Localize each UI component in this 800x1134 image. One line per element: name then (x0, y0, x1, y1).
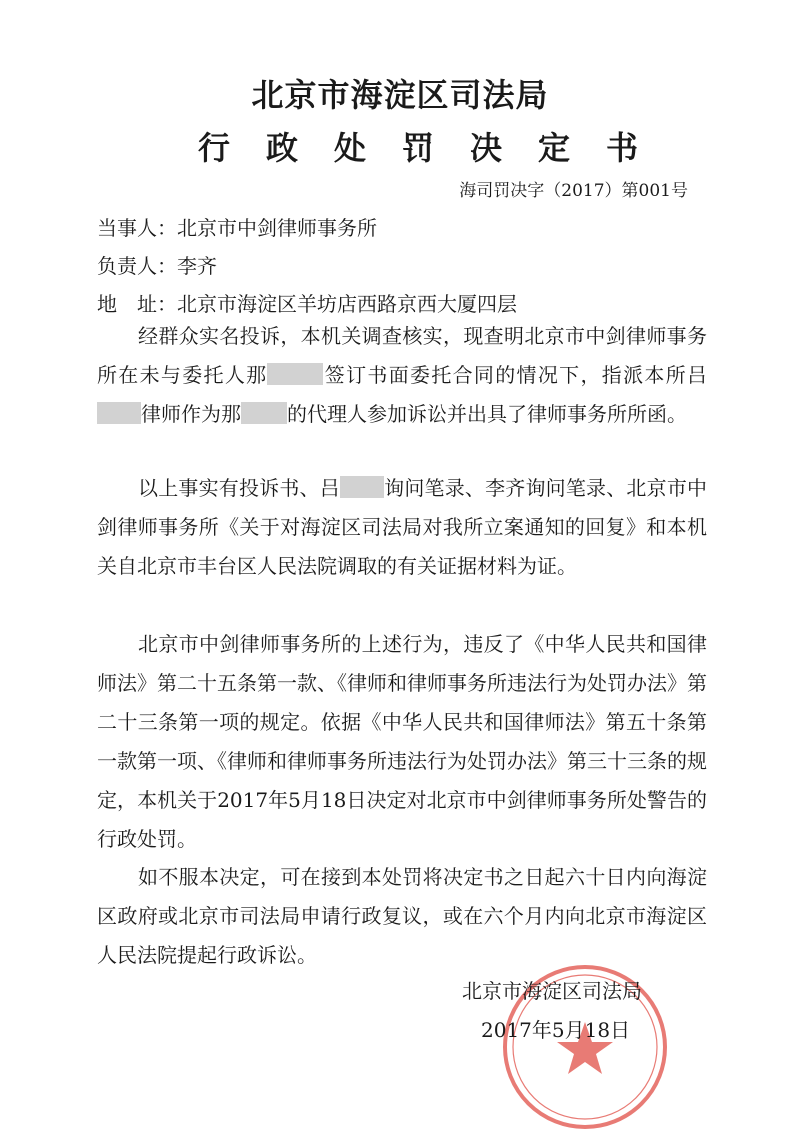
findings-text-2: 签订书面委托合同的情况下，指派本所吕 (323, 363, 708, 387)
paragraph-violation: 北京市中剑律师事务所的上述行为，违反了《中华人民共和国律师法》第二十五条第一款、《律师和律师事务所违法行为处罚办法》第二十三条第一项的规定。依据《中华人民共和国律师法》第五十条第一款第一项、《律师和律师事务所违法行为处罚办法》第三十三条的规定，本机关于2017年5月18日决定对北京市中剑律师事务所处警告的行政处罚。 (97, 632, 707, 851)
signing-date: 2017年5月18日 (481, 1018, 631, 1042)
address-line: 地 址：北京市海淀区羊坊店西路京西大厦四层 (97, 292, 517, 316)
findings-text-1: 经群众实名投诉，本机关调查核实，现查明北京市中剑律师事务所在未与委托人那 (97, 324, 707, 387)
evidence-text-1: 以上事实有投诉书、吕 (138, 476, 340, 500)
redaction-block (97, 402, 141, 424)
paragraph-appeal: 如不服本决定，可在接到本处罚将决定书之日起六十日内向海淀区政府或北京市司法局申请行政复议，或在六个月内向北京市海淀区人民法院提起行政诉讼。 (97, 865, 707, 967)
evidence-text-2: 询问笔录、李齐询问笔录、北京市中剑律师事务所《关于对海淀区司法局对我所立案通知的回复》和本机关自北京市丰台区人民法院调取的有关证据材料为证。 (97, 476, 708, 578)
person-in-charge-line: 负责人：李齐 (97, 254, 217, 278)
findings-text-4: 的代理人参加诉讼并出具了律师事务所所函。 (287, 402, 687, 426)
document-number: 海司罚决字（2017）第001号 (459, 181, 688, 201)
agency-title: 北京市海淀区司法局 (251, 76, 549, 114)
redaction-block (340, 476, 384, 498)
redaction-block (267, 363, 323, 385)
paragraph-findings (97, 317, 707, 434)
redaction-block (241, 402, 287, 424)
signing-agency: 北京市海淀区司法局 (462, 979, 642, 1003)
findings-text-3: 律师作为那 (141, 402, 241, 426)
party-line: 当事人：北京市中剑律师事务所 (97, 216, 377, 240)
paragraph-evidence (97, 469, 707, 586)
document-type-title: 行政处罚决定书 (197, 129, 674, 167)
